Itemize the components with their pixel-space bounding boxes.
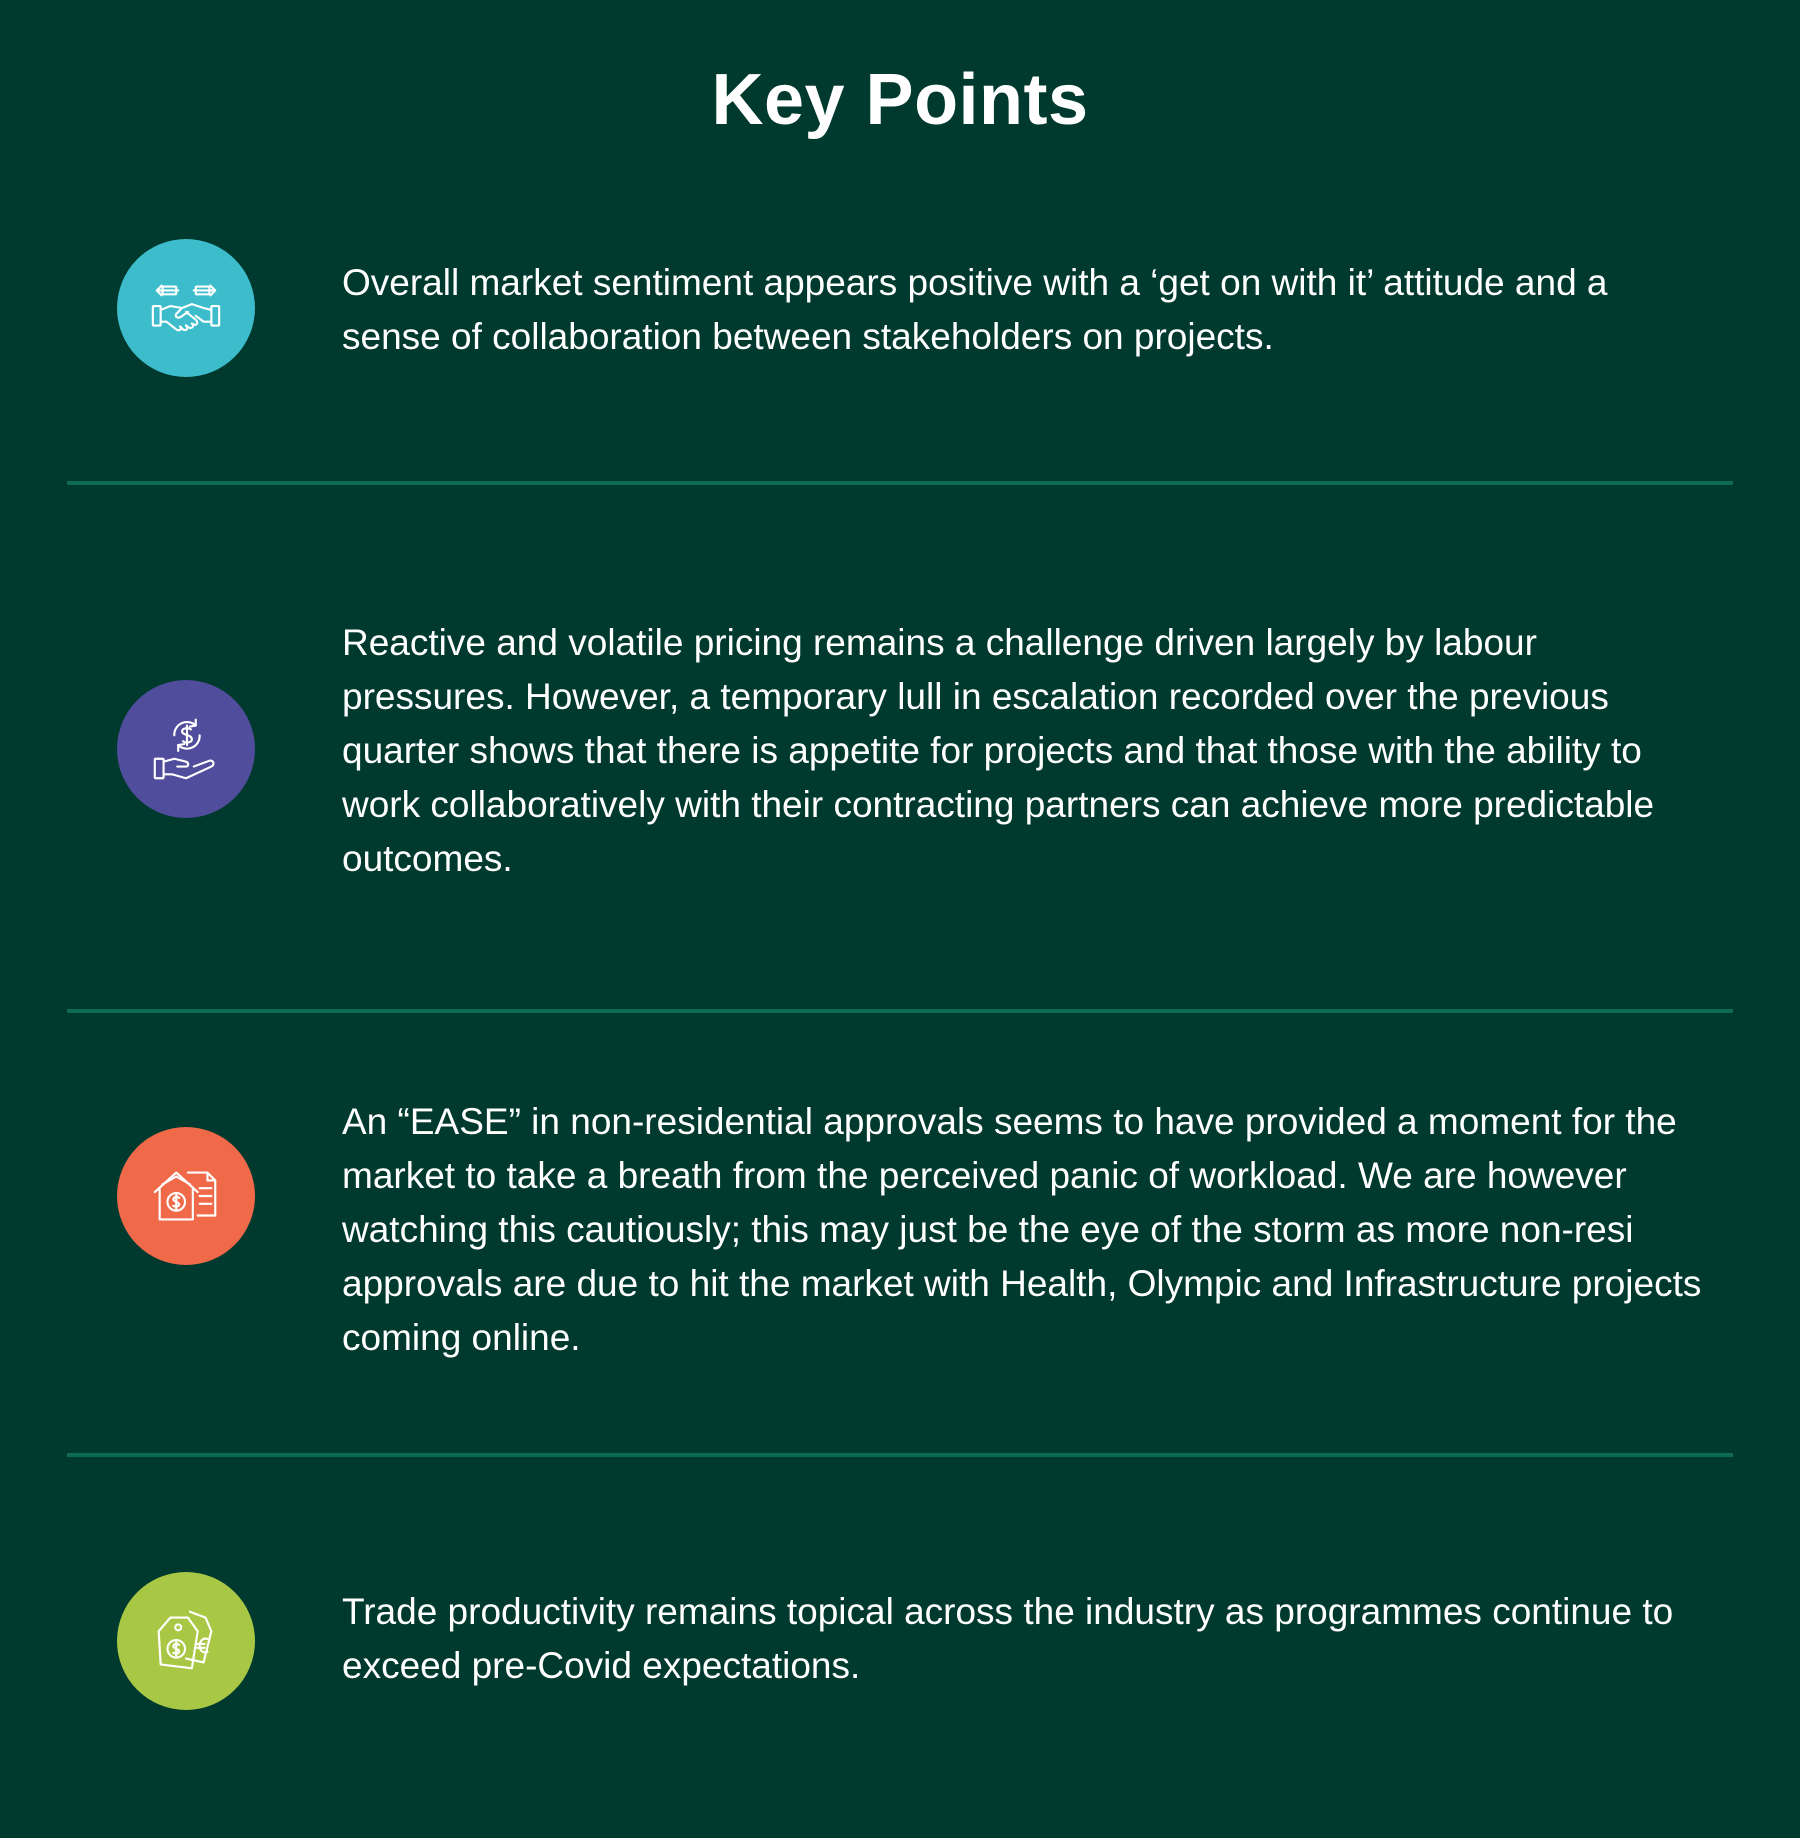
handshake-icon <box>147 269 225 347</box>
divider-1 <box>67 481 1733 485</box>
divider-3 <box>67 1453 1733 1457</box>
key-point-1-text: Overall market sentiment appears positive with a ‘get on with it’ attitude and a sense of collaboration between stakeholders on projects. <box>342 262 1608 357</box>
house-document-dollar-icon <box>147 1157 225 1235</box>
price-tags-icon <box>147 1602 225 1680</box>
key-point-1-icon-circle <box>117 239 255 377</box>
hand-dollar-icon <box>147 710 225 788</box>
key-point-2-icon-circle <box>117 680 255 818</box>
divider-2 <box>67 1009 1733 1013</box>
key-point-4-text: Trade productivity remains topical across the industry as programmes continue to exceed pre-Covid expectations. <box>342 1591 1674 1686</box>
key-point-4-icon-circle <box>117 1572 255 1710</box>
key-point-3-text: An “EASE” in non-residential approvals seems to have provided a moment for the market to take a breath from the perceived panic of workload. We are however watching this cautiously; this may just be the eye of the storm as more non-resi approvals are due to hit the market with Health, Olympic and Infrastructure projects coming online. <box>342 1101 1702 1358</box>
key-point-3-icon-circle <box>117 1127 255 1265</box>
key-point-2-text: Reactive and volatile pricing remains a challenge driven largely by labour pressures. However, a temporary lull in escalation recorded over the previous quarter shows that there is appetite for projects and that those with the ability to work collaboratively with their contracting partners can achieve more predictable outcomes. <box>342 622 1655 879</box>
page-title: Key Points <box>711 60 1089 140</box>
